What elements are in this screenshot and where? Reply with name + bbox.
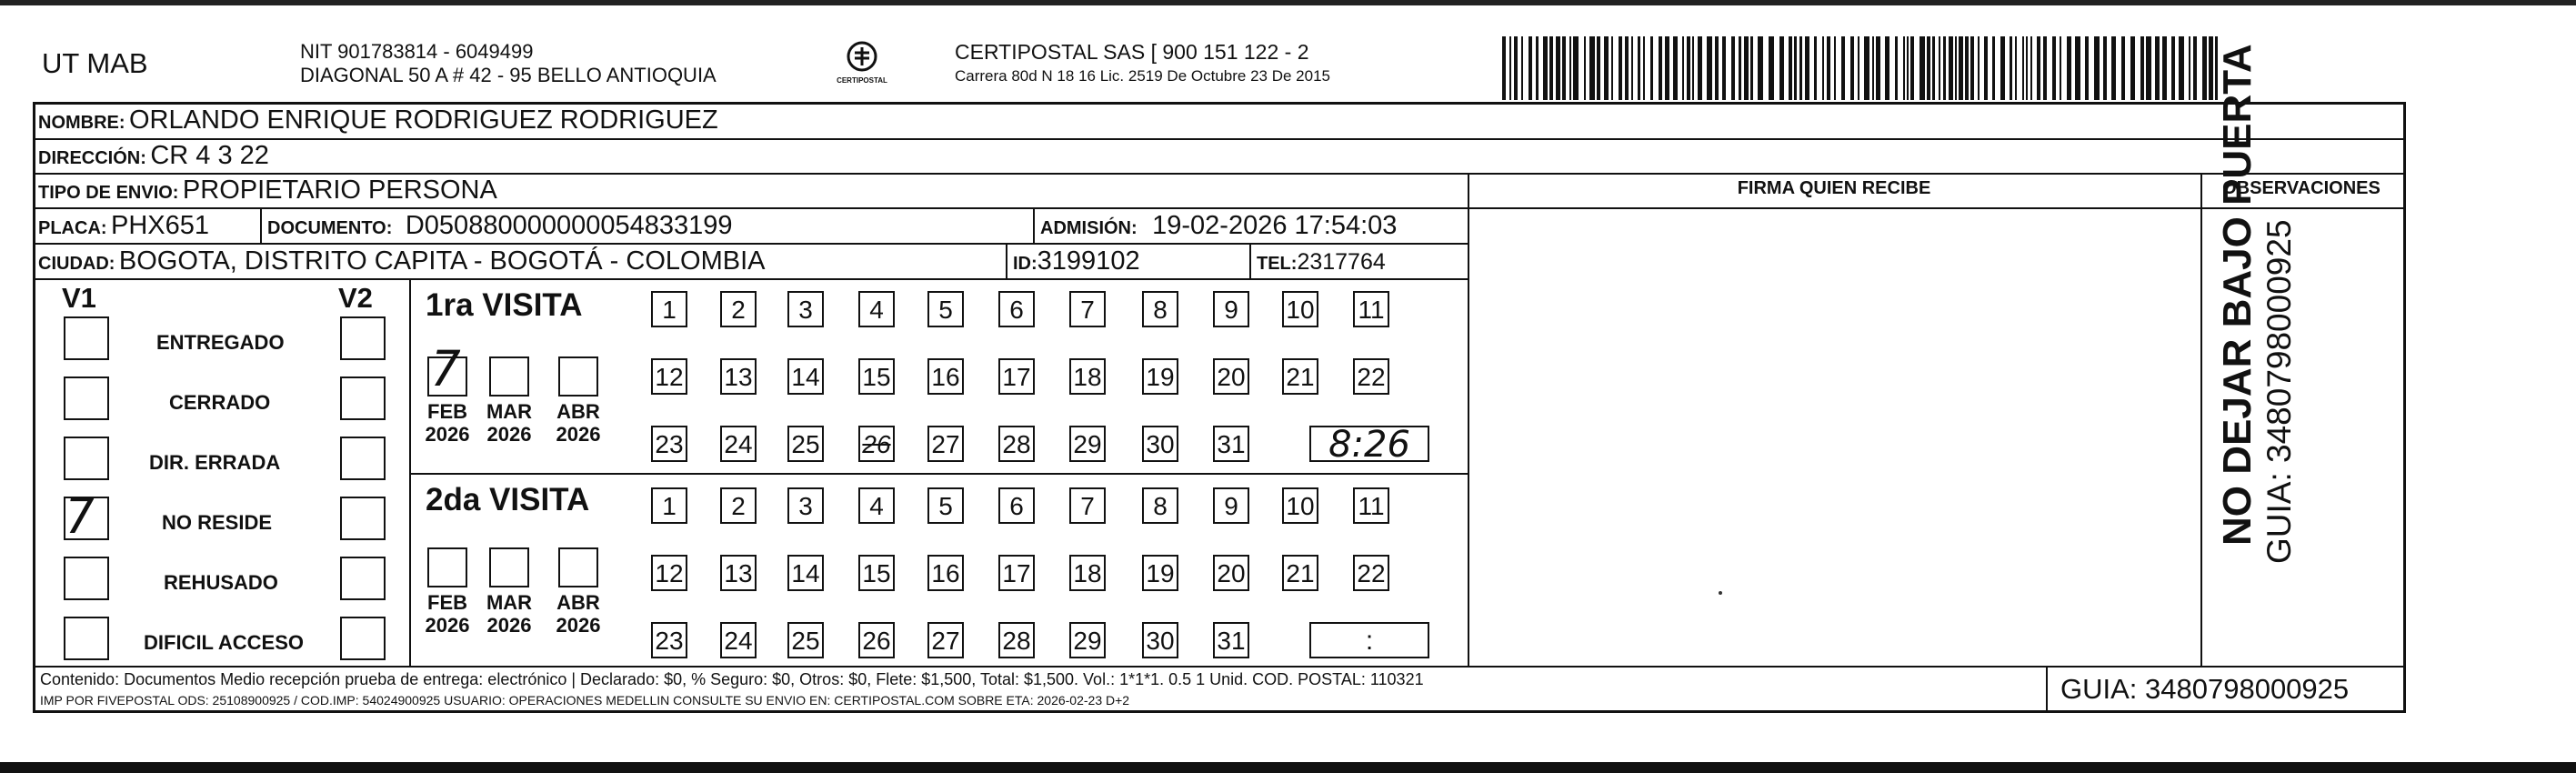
day-box[interactable]: 28 [998, 426, 1035, 462]
carrier-license: Carrera 80d N 18 16 Lic. 2519 De Octubre 23 De 2015 [955, 67, 1330, 85]
barcode-bar [1722, 36, 1726, 100]
day-box[interactable]: 26 [858, 622, 895, 658]
side-guia: GUIA: 3480798000925 [2260, 219, 2298, 564]
barcode-bar [2085, 36, 2089, 100]
day-box[interactable]: 17 [998, 358, 1035, 395]
status-label: DIFICIL ACCESO [144, 631, 305, 654]
barcode-bar [1927, 36, 1930, 100]
barcode-bar [1789, 36, 1792, 100]
barcode-bar [2094, 36, 2100, 100]
barcode-bar [1805, 36, 1809, 100]
month-name: FEB [427, 400, 467, 423]
day-box[interactable]: 23 [651, 622, 687, 658]
barcode-bar [1744, 36, 1749, 100]
admision-field [1040, 211, 1397, 241]
barcode-bar [1584, 36, 1586, 100]
time-box[interactable]: 8:26 [1309, 426, 1429, 462]
barcode-bar [1799, 36, 1802, 100]
footer-guia: GUIA: 3480798000925 [2060, 673, 2350, 705]
barcode-bar [1659, 36, 1662, 100]
barcode-bar [2189, 36, 2190, 100]
barcode-bar [1769, 36, 1774, 100]
day-box[interactable]: 11 [1353, 487, 1389, 524]
barcode-bar [1779, 36, 1784, 100]
month-label [420, 400, 475, 446]
barcode-bar [1758, 36, 1763, 100]
v2-checkbox[interactable] [340, 437, 386, 480]
day-box[interactable]: 30 [1142, 622, 1178, 658]
barcode-bar [1589, 36, 1595, 100]
v2-checkbox[interactable] [340, 617, 386, 660]
day-box[interactable]: 1 [651, 487, 687, 524]
status-label: REHUSADO [164, 571, 278, 594]
barcode-bar [1597, 36, 1600, 100]
v1-handwritten-mark: 7 [58, 487, 100, 545]
company-nit: NIT 901783814 - 6049499 [300, 40, 534, 63]
month-year: 2026 [556, 423, 601, 446]
barcode-bar [1682, 36, 1684, 100]
footer-contenido: Contenido: Documentos Medio recepción prueba de entrega: electrónico | Declarado: $0, % Seguro: $0, Otros: $0, Flete: $1,500, Total: $1,500. Vol.: 1*1*1. 0.5 1 Unid. COD. POSTAL: 110321 [40, 670, 1424, 688]
barcode-bar [1794, 36, 1797, 100]
day-box[interactable]: 26 [858, 426, 895, 462]
top-border [0, 0, 2576, 5]
barcode-bar [1864, 36, 1869, 100]
barcode-bar [2067, 36, 2071, 100]
placa-value: PHX651 [111, 211, 210, 240]
month-handwritten-mark: 7 [423, 340, 467, 397]
barcode-bar [2043, 36, 2047, 100]
barcode-bar [2179, 36, 2184, 100]
barcode-bar [2052, 36, 2056, 100]
month-name: FEB [427, 591, 467, 614]
barcode-bar [1573, 36, 1579, 100]
barcode-bar [2060, 36, 2061, 100]
day-box[interactable]: 23 [651, 426, 687, 462]
barcode-bar [2209, 36, 2213, 100]
day-box[interactable]: 20 [1213, 555, 1249, 591]
barcode-bar [1549, 36, 1553, 100]
tipo-row [38, 176, 497, 206]
day-box[interactable]: 13 [720, 358, 757, 395]
month-year: 2026 [556, 614, 601, 637]
v2-checkbox[interactable] [340, 316, 386, 360]
barcode-bar [2155, 36, 2160, 100]
barcode-bar [1556, 36, 1560, 100]
barcode-bar [1739, 36, 1741, 100]
day-box[interactable]: 6 [998, 487, 1035, 524]
nombre-row [38, 105, 718, 136]
barcode-bar [2171, 36, 2175, 100]
day-box[interactable]: 10 [1282, 291, 1318, 327]
day-box[interactable]: 7 [1069, 291, 1106, 327]
company-name: UT MAB [42, 47, 148, 79]
barcode-bar [1970, 36, 1974, 100]
day-box[interactable]: 14 [787, 555, 824, 591]
tipo-value: PROPIETARIO PERSONA [182, 176, 497, 205]
barcode-bar [1731, 36, 1735, 100]
month-name: MAR [486, 591, 533, 614]
day-box[interactable]: 25 [787, 426, 824, 462]
barcode-bar [1939, 36, 1940, 100]
barcode-bar [1858, 36, 1859, 100]
barcode-bar [1850, 36, 1854, 100]
day-box[interactable]: 10 [1282, 487, 1318, 524]
ciudad-label: CIUDAD: [38, 254, 115, 274]
status-label: NO RESIDE [162, 511, 273, 534]
day-box[interactable]: 18 [1069, 555, 1106, 591]
day-box[interactable]: 20 [1213, 358, 1249, 395]
status-label: DIR. ERRADA [149, 451, 281, 474]
barcode-bar [1955, 36, 1957, 100]
firma-header: FIRMA QUIEN RECIBE [1737, 178, 1931, 198]
barcode-bar [2075, 36, 2080, 100]
barcode-bar [1673, 36, 1678, 100]
day-box[interactable]: 8 [1142, 487, 1178, 524]
v1-checkbox[interactable] [64, 617, 109, 660]
day-box[interactable]: 12 [651, 358, 687, 395]
day-box[interactable]: 21 [1282, 555, 1318, 591]
day-box[interactable]: 31 [1213, 426, 1249, 462]
carrier-name: CERTIPOSTAL SAS [ 900 151 122 - 2 [955, 40, 1309, 64]
day-box[interactable]: 1 [651, 291, 687, 327]
barcode-bar [1932, 36, 1935, 100]
barcode-bar [1650, 36, 1653, 100]
id-field [1013, 246, 1140, 276]
barcode-bar [1910, 36, 1914, 100]
day-box[interactable]: 15 [858, 358, 895, 395]
barcode-bar [2111, 36, 2116, 100]
status-label: CERRADO [169, 391, 271, 414]
barcode-bar [2162, 36, 2167, 100]
barcode-bar [1569, 36, 1571, 100]
day-box[interactable]: 16 [927, 358, 964, 395]
day-box[interactable]: 9 [1213, 487, 1249, 524]
admision-value: 19-02-2026 17:54:03 [1152, 211, 1398, 240]
nombre-value: ORLANDO ENRIQUE RODRIGUEZ RODRIGUEZ [129, 105, 718, 135]
barcode-bar [1611, 36, 1613, 100]
barcode-bar [1643, 36, 1645, 100]
month-checkbox[interactable] [489, 547, 529, 587]
status-label: ENTREGADO [156, 331, 285, 354]
barcode-bar [2000, 36, 2005, 100]
day-box[interactable]: 22 [1353, 555, 1389, 591]
logo-text: CERTIPOSTAL [837, 76, 887, 85]
month-checkbox[interactable] [558, 356, 598, 397]
day-box[interactable]: 31 [1213, 622, 1249, 658]
id-value: 3199102 [1037, 246, 1140, 276]
day-box[interactable]: 27 [927, 622, 964, 658]
barcode-bar [1638, 36, 1640, 100]
month-label [482, 591, 536, 637]
day-box[interactable]: 2 [720, 291, 757, 327]
barcode-bar [1509, 36, 1511, 100]
day-box[interactable]: 27 [927, 426, 964, 462]
ciudad-value: BOGOTA, DISTRITO CAPITA - BOGOTÁ - COLOMBIA [118, 246, 766, 276]
barcode-bar [1604, 36, 1609, 100]
barcode-bar [1543, 36, 1548, 100]
day-box[interactable]: 19 [1142, 555, 1178, 591]
day-box[interactable]: 21 [1282, 358, 1318, 395]
day-box[interactable]: 29 [1069, 426, 1106, 462]
day-box[interactable]: 22 [1353, 358, 1389, 395]
tel-label: TEL: [1257, 254, 1298, 274]
day-box[interactable]: 14 [787, 358, 824, 395]
admision-label: ADMISIÓN: [1040, 218, 1138, 238]
barcode-bar [1715, 36, 1719, 100]
barcode-bar [1841, 36, 1845, 100]
barcode-bar [2202, 36, 2207, 100]
barcode-bar [2121, 36, 2125, 100]
barcode-bar [2130, 36, 2135, 100]
nombre-label: NOMBRE: [38, 113, 125, 133]
month-year: 2026 [486, 614, 532, 637]
barcode-bar [1872, 36, 1874, 100]
tipo-label: TIPO DE ENVIO: [38, 183, 179, 203]
barcode-bar [2103, 36, 2107, 100]
barcode-bar [1949, 36, 1953, 100]
barcode-bar [1665, 36, 1669, 100]
v2-checkbox[interactable] [340, 497, 386, 540]
documento-label: DOCUMENTO: [267, 218, 393, 238]
month-label [482, 400, 536, 446]
second-visit-title: 2da VISITA [426, 482, 590, 517]
barcode-bar [1562, 36, 1566, 100]
day-box[interactable]: 29 [1069, 622, 1106, 658]
day-box[interactable]: 28 [998, 622, 1035, 658]
observaciones-header: OBSERVACIONES [2222, 178, 2381, 198]
day-box[interactable]: 11 [1353, 291, 1389, 327]
day-box[interactable]: 17 [998, 555, 1035, 591]
barcode-bar [1692, 36, 1694, 100]
day-box[interactable]: 4 [858, 291, 895, 327]
barcode-bar [2037, 36, 2040, 100]
v2-checkbox[interactable] [340, 376, 386, 420]
month-name: ABR [556, 400, 600, 423]
company-address: DIAGONAL 50 A # 42 - 95 BELLO ANTIOQUIA [300, 64, 717, 86]
barcode-bar [1529, 36, 1532, 100]
barcode-bar [1631, 36, 1633, 100]
barcode-bar [1885, 36, 1889, 100]
barcode-bar [2026, 36, 2028, 100]
stray-mark [1719, 591, 1722, 595]
barcode-bar [1895, 36, 1898, 100]
v1-checkbox[interactable] [64, 557, 109, 600]
month-checkbox[interactable] [427, 547, 467, 587]
barcode-bar [1984, 36, 1988, 100]
month-checkbox[interactable] [558, 547, 598, 587]
day-box[interactable]: 19 [1142, 358, 1178, 395]
barcode-bar [1965, 36, 1969, 100]
barcode-bar [1814, 36, 1817, 100]
footer-imp: IMP POR FIVEPOSTAL ODS: 25108900925 / COD.IMP: 54024900925 USUARIO: OPERACIONES MEDELLIN CONSULTE SU ENVIO EN: CERTIPOSTAL.COM SOBRE ETA: 2026-02-23 D+2 [40, 693, 1130, 708]
month-checkbox[interactable] [489, 356, 529, 397]
tel-value: 2317764 [1297, 249, 1386, 275]
day-box[interactable]: 6 [998, 291, 1035, 327]
tel-field [1257, 249, 1386, 276]
barcode-bar [2015, 36, 2017, 100]
day-box[interactable]: 5 [927, 291, 964, 327]
day-box[interactable]: 30 [1142, 426, 1178, 462]
id-label: ID: [1013, 254, 1037, 274]
day-box[interactable]: 3 [787, 487, 824, 524]
barcode-bar [1822, 36, 1824, 100]
v1-label: V1 [62, 282, 96, 314]
month-year: 2026 [425, 423, 470, 446]
barcode-bar [1536, 36, 1539, 100]
day-box[interactable]: 24 [720, 622, 757, 658]
month-label [551, 400, 606, 446]
v1-checkbox[interactable] [64, 437, 109, 480]
certipostal-logo [835, 36, 889, 95]
documento-value: D050880000000054833199 [405, 211, 733, 240]
barcode-bar [1750, 36, 1753, 100]
documento-field [267, 211, 733, 241]
barcode-bar [1502, 36, 1506, 100]
day-box[interactable]: 15 [858, 555, 895, 591]
first-visit-title: 1ra VISITA [426, 287, 583, 323]
time-box[interactable]: : [1309, 622, 1429, 658]
month-label [420, 591, 475, 637]
barcode-bar [1625, 36, 1629, 100]
day-box[interactable]: 4 [858, 487, 895, 524]
month-year: 2026 [425, 614, 470, 637]
side-warning: NO DEJAR BAJO PUERTA [2215, 44, 2260, 546]
day-box[interactable]: 2 [720, 487, 757, 524]
day-box[interactable]: 8 [1142, 291, 1178, 327]
month-name: MAR [486, 400, 533, 423]
day-box[interactable]: 18 [1069, 358, 1106, 395]
barcode-bar [1698, 36, 1702, 100]
barcode-bar [1876, 36, 1880, 100]
barcode-bar [1834, 36, 1836, 100]
barcode-bar [1687, 36, 1690, 100]
day-box[interactable]: 13 [720, 555, 757, 591]
barcode-bar [1978, 36, 1980, 100]
barcode-bar [2010, 36, 2012, 100]
v2-label: V2 [338, 282, 373, 314]
direccion-row [38, 141, 269, 171]
barcode-bar [1943, 36, 1946, 100]
ciudad-field [38, 246, 765, 276]
v1-checkbox[interactable] [64, 376, 109, 420]
barcode-bar [1992, 36, 1995, 100]
direccion-value: CR 4 3 22 [150, 141, 269, 170]
day-box[interactable]: 7 [1069, 487, 1106, 524]
day-box[interactable]: 5 [927, 487, 964, 524]
v2-checkbox[interactable] [340, 557, 386, 600]
day-box[interactable]: 24 [720, 426, 757, 462]
barcode-bar [2146, 36, 2151, 100]
bottom-border [0, 762, 2576, 773]
barcode-bar [2193, 36, 2197, 100]
v1-checkbox[interactable] [64, 316, 109, 360]
barcode [1502, 36, 2220, 100]
day-box[interactable]: 3 [787, 291, 824, 327]
barcode-bar [1827, 36, 1830, 100]
barcode-bar [1619, 36, 1622, 100]
month-name: ABR [556, 591, 600, 614]
placa-label: PLACA: [38, 218, 107, 238]
barcode-bar [1907, 36, 1909, 100]
direccion-label: DIRECCIÓN: [38, 148, 146, 168]
barcode-bar [2140, 36, 2144, 100]
day-box[interactable]: 9 [1213, 291, 1249, 327]
barcode-bar [2022, 36, 2024, 100]
barcode-bar [1707, 36, 1712, 100]
day-box[interactable]: 12 [651, 555, 687, 591]
month-year: 2026 [486, 423, 532, 446]
barcode-bar [1959, 36, 1963, 100]
barcode-bar [1521, 36, 1523, 100]
barcode-bar [1514, 36, 1518, 100]
month-label [551, 591, 606, 637]
barcode-bar [2030, 36, 2032, 100]
day-box[interactable]: 16 [927, 555, 964, 591]
day-box[interactable]: 25 [787, 622, 824, 658]
barcode-bar [1919, 36, 1925, 100]
placa-field [38, 211, 209, 241]
barcode-bar [1903, 36, 1905, 100]
